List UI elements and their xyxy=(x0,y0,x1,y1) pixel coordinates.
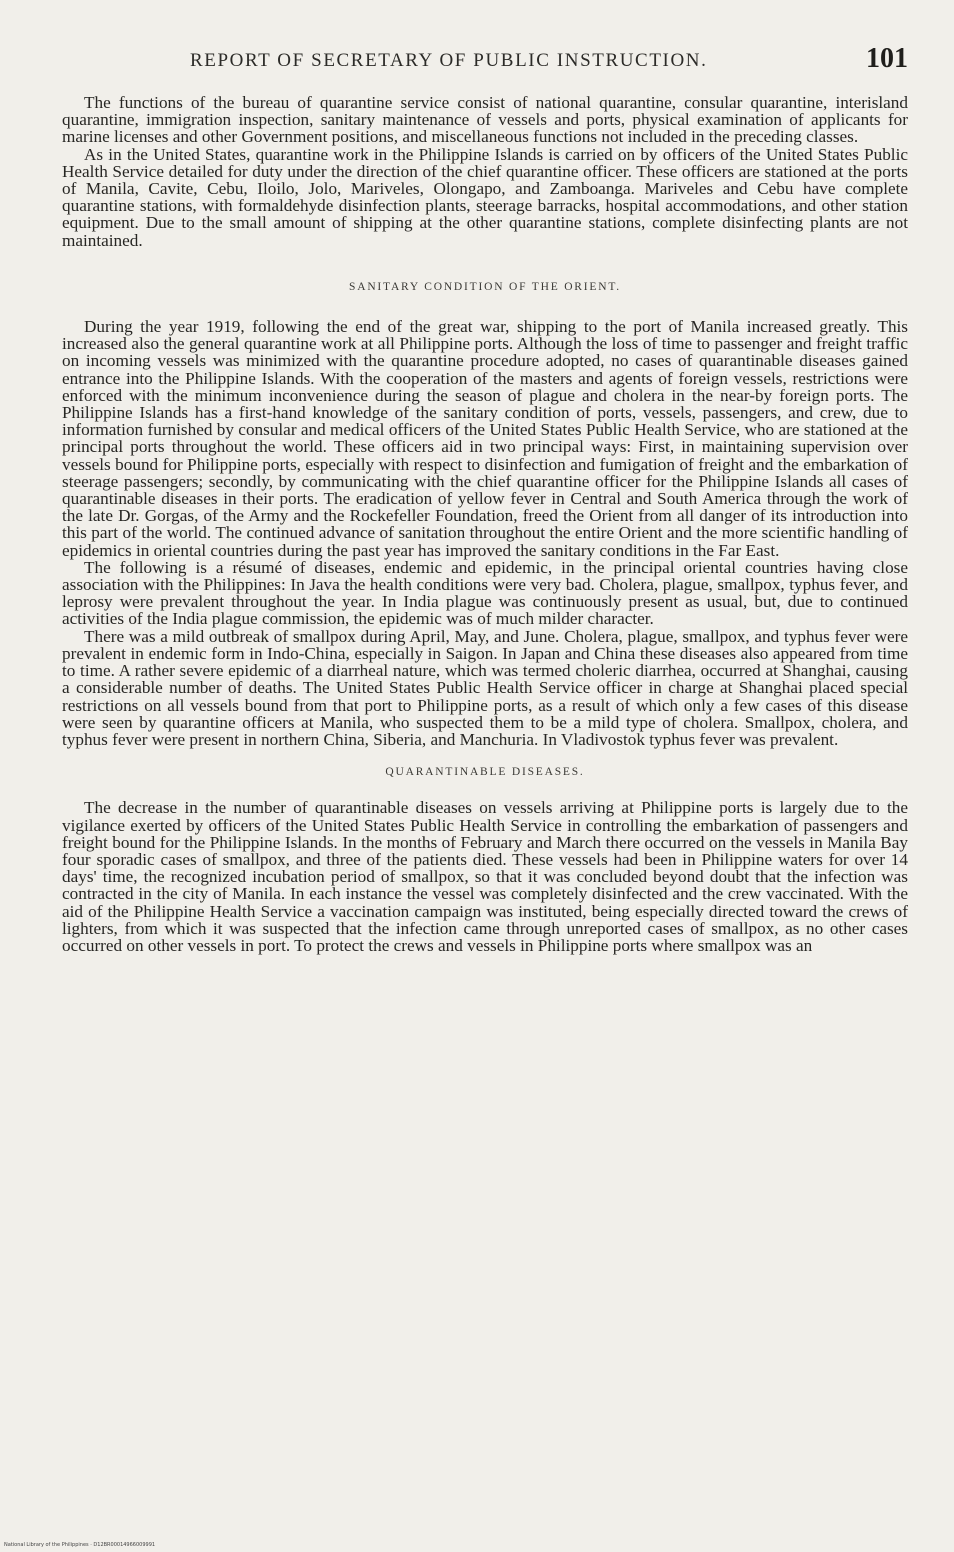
paragraph-functions: The functions of the bureau of quarantine service consist of national quarantine, consular quarantine, interisland quarantine, immigration inspection, sanitary maintenance of vessels and ports, physical examination of applicants for marine licenses and other Government positions, and miscellaneous functions not included in the preceding classes. xyxy=(62,93,908,147)
section-heading-sanitary-condition: SANITARY CONDITION OF THE ORIENT. xyxy=(349,280,621,293)
paragraph-year-1919: During the year 1919, following the end of the great war, shipping to the port of Manila increased greatly. This increased also the general quarantine work at all Philippine ports. Although the loss of time to passenger and freight traffic on incoming vessels was minimized with the quarantine procedure adopted, no cases of quarantinable diseases gained entrance into the Philippine Islands. With the cooperation of the masters and agents of foreign vessels, restrictions were enforced with the minimum inconvenience during the season of plague and cholera in the near-by foreign ports. The Philippine Islands has a first-hand knowledge of the sanitary condition of ports, vessels, passengers, and crew, due to information furnished by consular and medical officers of the United States Public Health Service, who are stationed at the principal ports throughout the world. These officers aid in two principal ways: First, in maintaining supervision over vessels bound for Philippine ports, especially with respect to disinfection and fumigation of freight and the embarkation of steerage passengers; secondly, by communicating with the chief quarantine officer for the Philippine Islands all cases of quarantinable diseases in their ports. The eradication of yellow fever in Central and South America through the work of the late Dr. Gorgas, of the Army and the Rockefeller Foundation, freed the Orient from all danger of its introduction into this part of the world. The continued advance of sanitation throughout the entire Orient and the more scientific handling of epidemics in oriental countries during the past year has improved the sanitary conditions in the Far East. xyxy=(62,317,908,560)
body-text xyxy=(62,94,908,954)
page-number: 101 xyxy=(866,43,908,74)
paragraph-quarantine-officers: As in the United States, quarantine work in the Philippine Islands is carried on by officers of the United States Public Health Service detailed for duty under the direction of the chief quarantine officer. These officers are stationed at the ports of Manila, Cavite, Cebu, Iloilo, Jolo, Mariveles, Olongapo, and Zamboanga. Mariveles and Cebu have complete quarantine stations, with formaldehyde disinfection plants, steerage barracks, hospital accommodations, and other station equipment. Due to the small amount of shipping at the other quarantine stations, complete disinfecting plants are not maintained. xyxy=(62,144,908,250)
section-heading-quarantinable-diseases: QUARANTINABLE DISEASES. xyxy=(385,766,585,779)
running-header: REPORT OF SECRETARY OF PUBLIC INSTRUCTION. xyxy=(190,50,708,71)
paragraph-decrease-of-diseases: The decrease in the number of quarantinable diseases on vessels arriving at Philippine ports is largely due to the vigilance exerted by officers of the United States Public Health Service in controlling the embarkation of passengers and freight bound for the Philippine Islands. In the months of February and March there occurred on the vessels in Manila Bay four sporadic cases of smallpox, and three of the patients died. These vessels had been in Philippine waters for over 14 days' time, the recognized incubation period of smallpox, so that it was concluded beyond doubt that the infection was contracted in the city of Manila. In each instance the vessel was completely disinfected and the crew vaccinated. With the aid of the Philippine Health Service a vaccination campaign was instituted, being especially directed toward the crews of lighters, from which it was suspected that the infection came through unreported cases of smallpox, as no other cases occurred on other vessels in port. To protect the crews and vessels in Philippine ports where smallpox was an xyxy=(62,798,908,955)
paragraph-smallpox-outbreak: There was a mild outbreak of smallpox during April, May, and June. Cholera, plague, smallpox, and typhus fever were prevalent in endemic form in Indo-China, especially in Saigon. In Japan and China these diseases also appeared from time to time. A rather severe epidemic of a diarrheal nature, which was termed choleric diarrhea, occurred at Shanghai, causing a considerable number of deaths. The United States Public Health Service officer in charge at Shanghai placed special restrictions on all vessels bound from that port to Philippine ports, as a result of which only a few cases of this disease were seen by quarantine officers at Manila, who suspected them to be a mild type of cholera. Smallpox, cholera, and typhus fever were present in northern China, Siberia, and Manchuria. In Vladivostok typhus fever was prevalent. xyxy=(62,626,908,749)
scan-footer: National Library of the Philippines · D12BR00014966009991 xyxy=(4,1542,156,1548)
paragraph-resume-of-diseases: The following is a résumé of diseases, endemic and epidemic, in the principal oriental countries having close association with the Philippines: In Java the health conditions were very bad. Cholera, plague, smallpox, typhus fever, and leprosy were prevalent throughout the year. In India plague was continuously present as usual, but, due to continued activities of the India plague commission, the epidemic was of much milder character. xyxy=(62,557,908,629)
